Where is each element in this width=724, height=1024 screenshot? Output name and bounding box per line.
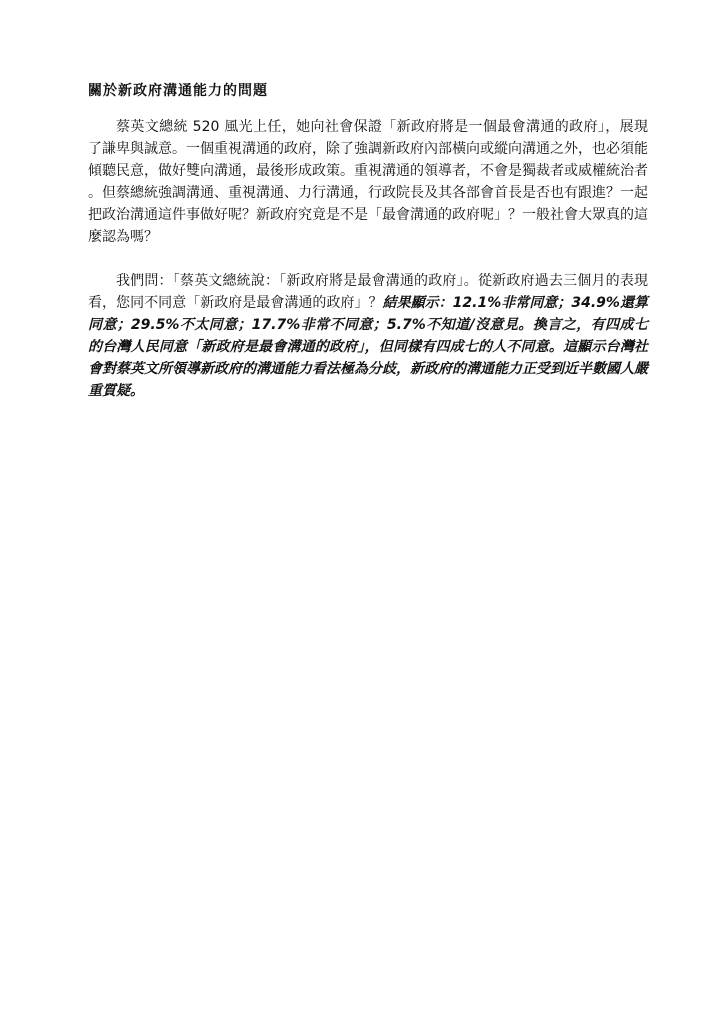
- paragraph-intro: 蔡英文總統 520 風光上任，她向社會保證「新政府將是一個最會溝通的政府」，展現了謙卑與誠意。一個重視溝通的政府，除了強調新政府內部橫向或縱向溝通之外，也必須能傾聽民意，做好雙向溝通，最後形成政策。重視溝通的領導者，不會是獨裁者或威權統治者。但蔡總統強調溝通、重視溝通、力行溝通，行政院長及其各部會首長是否也有跟進？一起把政治溝通這件事做好呢？新政府究竟是不是「最會溝通的政府呢」？一般社會大眾真的這麼認為嗎？: [88, 119, 648, 245]
- survey-result-text: 結果顯示：12.1%非常同意；34.9%還算同意；29.5%不太同意；17.7%非常不同意；5.7%不知道/沒意見。換言之，有四成七的台灣人民同意「新政府是最會溝通的政府」，但同樣有四成七的人不同意。這顯示台灣社會對蔡英文所領導新政府的溝通能力看法極為分歧，新政府的溝通能力正受到近半數國人嚴重質疑。: [88, 295, 648, 399]
- paragraph-survey: [88, 270, 648, 402]
- survey-question-text: 我們問：「蔡英文總統說：「新政府將是最會溝通的政府」。從新政府過去三個月的表現看，您同不同意「新政府是最會溝通的政府」？: [88, 273, 648, 311]
- document-body: [88, 80, 648, 424]
- document-title: 關於新政府溝通能力的問題: [88, 83, 268, 99]
